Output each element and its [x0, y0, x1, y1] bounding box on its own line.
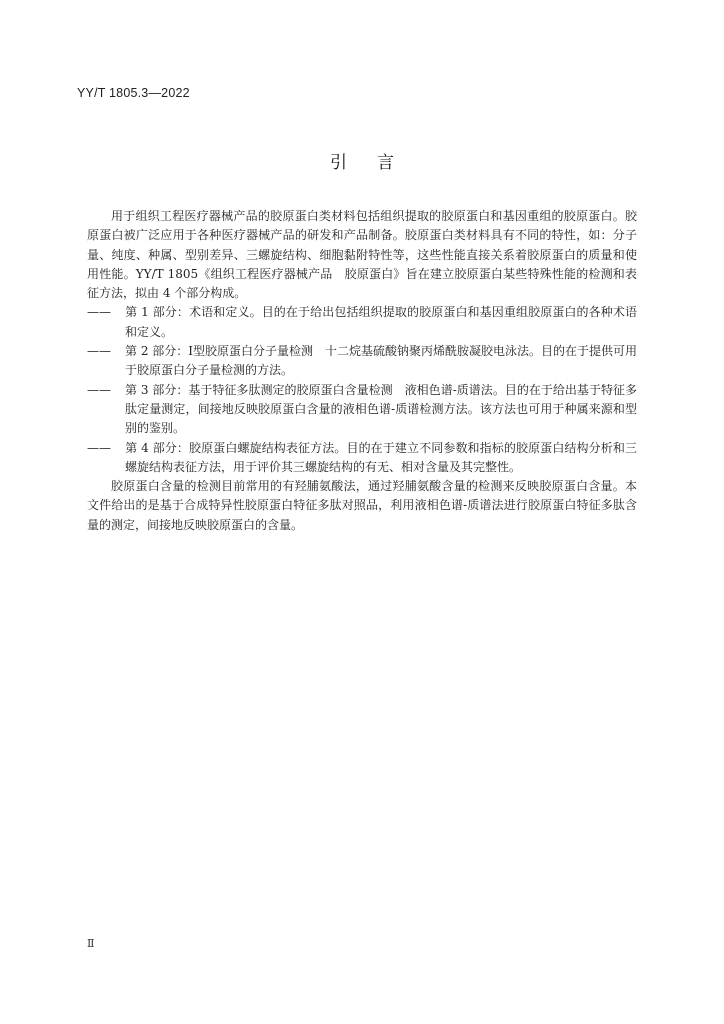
standard-code: YY/T 1805.3—2022	[77, 86, 190, 100]
list-dash: ——	[87, 344, 111, 359]
page-title: 引言	[330, 153, 424, 173]
list-dash: ——	[87, 305, 111, 320]
list-item-text: 第 1 部分：术语和定义。目的在于给出包括组织提取的胶原蛋白和基因重组胶原蛋白的各种术语和定义。	[125, 305, 637, 339]
list-dash: ——	[87, 382, 111, 397]
list-item-part-1	[87, 303, 637, 342]
list-item-part-2	[87, 342, 637, 381]
intro-paragraph: 用于组织工程医疗器械产品的胶原蛋白类材料包括组织提取的胶原蛋白和基因重组的胶原蛋白。胶原蛋白被广泛应用于各种医疗器械产品的研发和产品制备。胶原蛋白类材料具有不同的特性，如：分子量、纯度、种属、型别差异、三螺旋结构、细胞黏附特性等，这些性能直接关系着胶原蛋白的质量和使用性能。YY/T 1805《组织工程医疗器械产品 胶原蛋白》旨在建立胶原蛋白某些特殊性能的检测和表征方法，拟由 4 个部分构成。	[87, 209, 637, 301]
list-item-part-3	[87, 381, 637, 439]
list-dash: ——	[87, 440, 111, 455]
closing-paragraph: 胶原蛋白含量的检测目前常用的有羟脯氨酸法，通过羟脯氨酸含量的检测来反映胶原蛋白含量。本文件给出的是基于合成特异性胶原蛋白特征多肽对照品，利用液相色谱-质谱法进行胶原蛋白特征多肽含量的测定，间接地反映胶原蛋白的含量。	[87, 479, 637, 532]
list-item-text: 第 3 部分：基于特征多肽测定的胶原蛋白含量检测 液相色谱-质谱法。目的在于给出基于特征多肽定量测定，间接地反映胶原蛋白含量的液相色谱-质谱检测方法。该方法也可用于种属来源和型别的鉴别。	[125, 382, 637, 436]
list-item-part-4	[87, 439, 637, 478]
list-item-text: 第 4 部分：胶原蛋白螺旋结构表征方法。目的在于建立不同参数和指标的胶原蛋白结构分析和三螺旋结构表征方法，用于评价其三螺旋结构的有无、相对含量及其完整性。	[125, 440, 637, 474]
list-item-text: 第 2 部分：Ⅰ型胶原蛋白分子量检测 十二烷基硫酸钠聚丙烯酰胺凝胶电泳法。目的在于提供可用于胶原蛋白分子量检测的方法。	[125, 344, 638, 378]
page-number: Ⅱ	[87, 937, 95, 950]
document-body	[87, 207, 637, 535]
